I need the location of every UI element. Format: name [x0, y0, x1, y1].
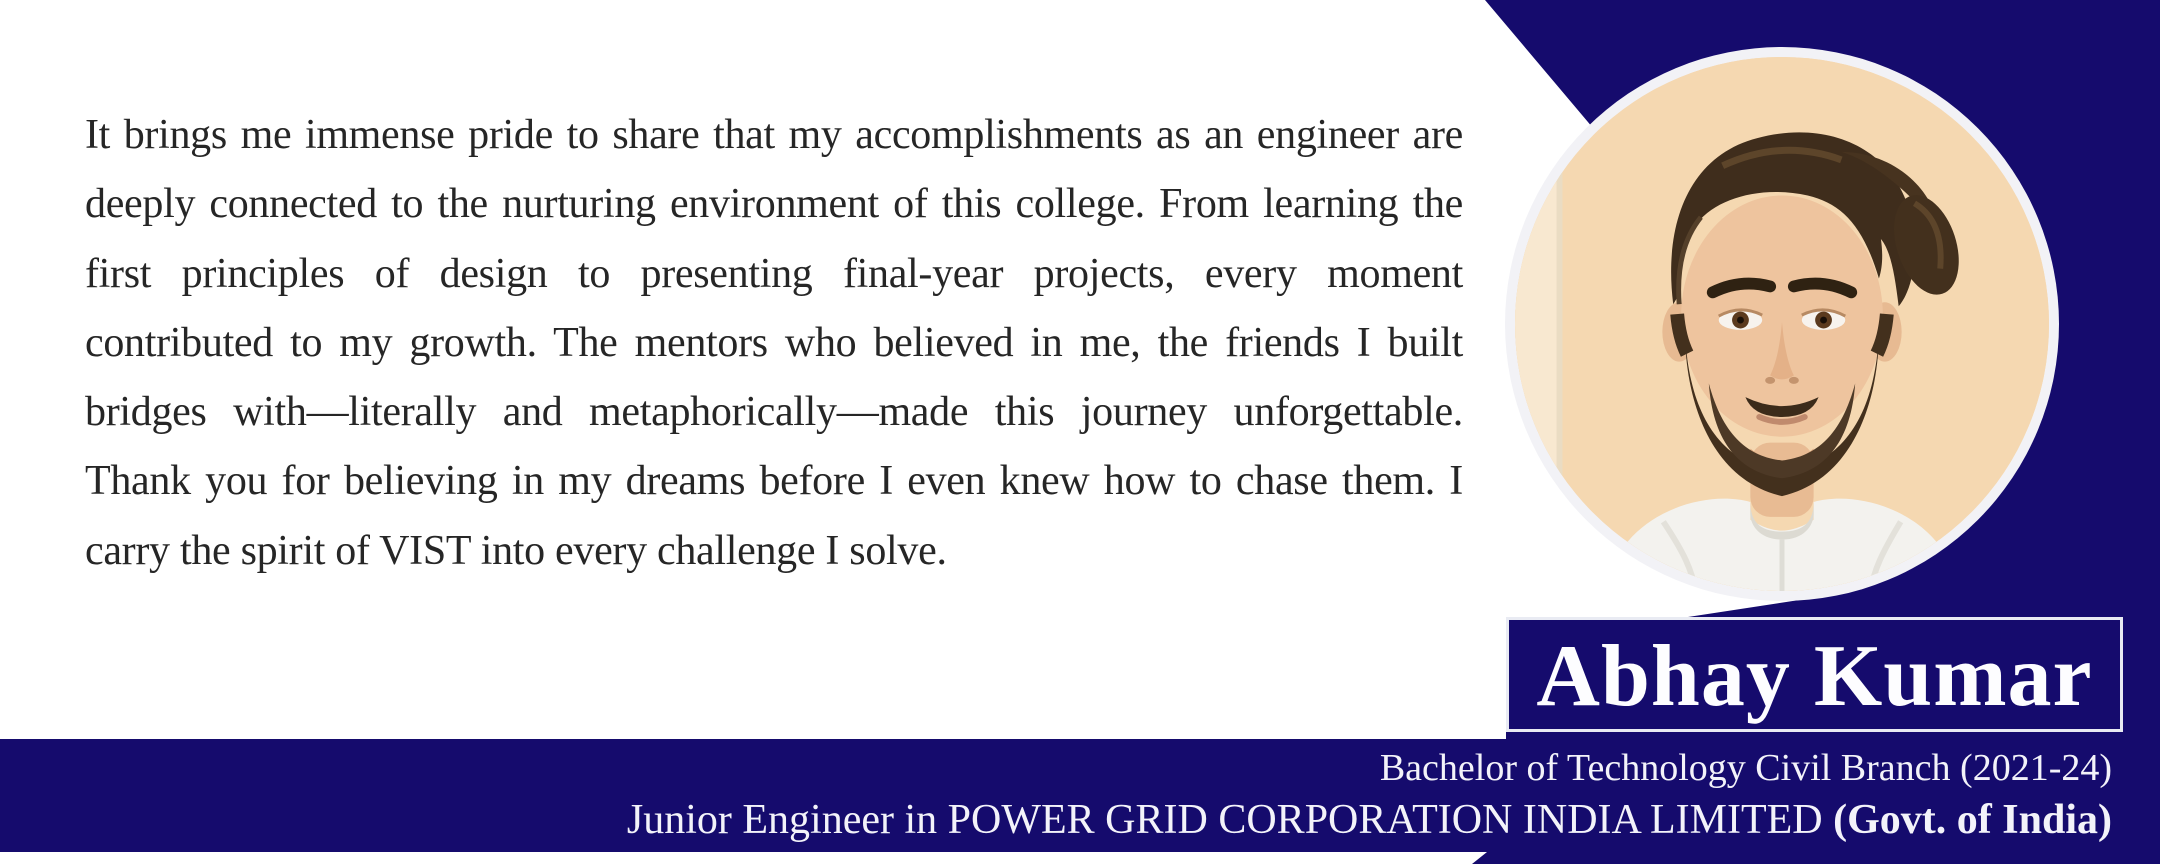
role-highlight-text: (Govt. of India)	[1833, 796, 2112, 843]
bottom-bar	[0, 739, 2160, 864]
portrait-photo	[1515, 57, 2049, 591]
credentials-block	[627, 739, 2112, 852]
name-plate	[1506, 617, 2123, 740]
role-text	[627, 792, 2112, 848]
degree-text: Bachelor of Technology Civil Branch (2021-24)	[1379, 746, 2112, 789]
portrait-ring	[1505, 47, 2059, 601]
testimonial-text: It brings me immense pride to share that my accomplishments as an engineer are deeply connected to the nurturing environment of this college. From learning the first principles of design to presenting final-year projects, every moment contributed to my growth. The mentors who believed in me, the friends I built bridges with—literally and metaphorically—made this journey unforgettable. Thank you for believing in my dreams before I even knew how to chase them. I carry the spirit of VIST into every challenge I solve.	[85, 112, 1463, 574]
portrait-illustration	[1515, 57, 2049, 591]
bottom-white-strip	[0, 852, 1487, 864]
role-prefix-text: Junior Engineer in POWER GRID CORPORATION INDIA LIMITED	[626, 796, 1834, 843]
person-name: Abhay Kumar	[1536, 628, 2093, 725]
name-plate-border	[1506, 617, 2123, 732]
